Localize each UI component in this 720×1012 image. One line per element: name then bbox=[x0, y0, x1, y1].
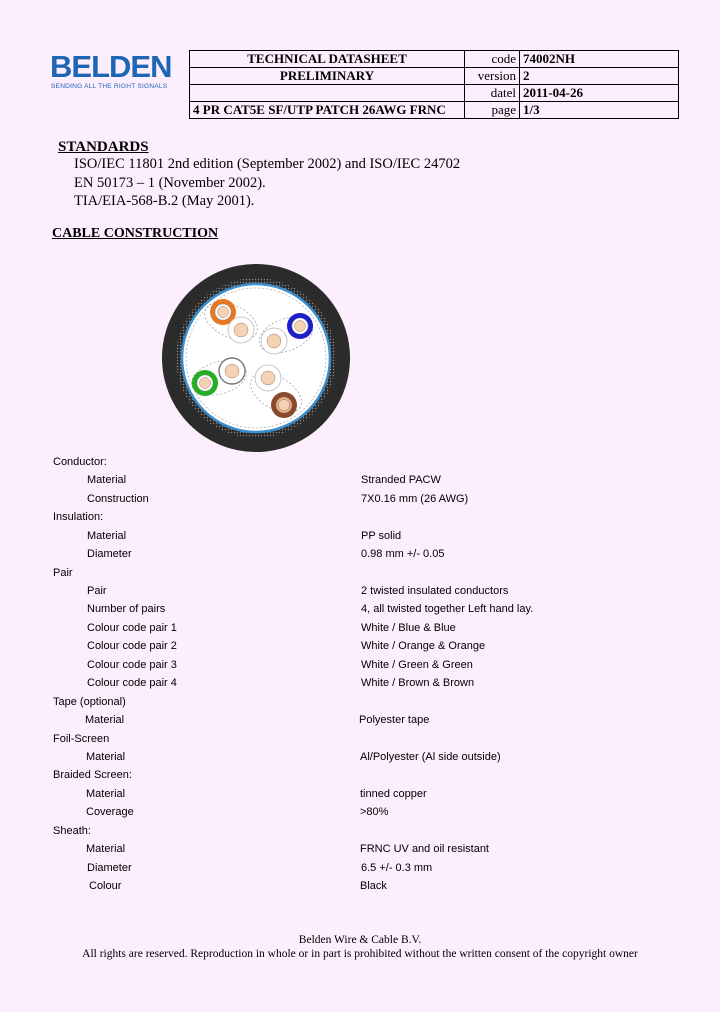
header-title bbox=[190, 85, 465, 102]
conductor-icon bbox=[234, 323, 248, 337]
spec-label: Pair bbox=[87, 585, 107, 597]
spec-value: Al/Polyester (Al side outside) bbox=[360, 751, 501, 763]
conductor-icon bbox=[295, 321, 306, 332]
spec-value: tinned copper bbox=[360, 788, 427, 800]
spec-value: Stranded PACW bbox=[361, 474, 441, 486]
spec-label: Material bbox=[86, 751, 126, 763]
spec-label: Colour code pair 3 bbox=[87, 659, 177, 671]
spec-label: Diameter bbox=[87, 862, 132, 874]
spec-value: 0.98 mm +/- 0.05 bbox=[361, 548, 445, 560]
spec-value: Polyester tape bbox=[359, 714, 430, 726]
spec-section-label: Insulation: bbox=[53, 511, 104, 523]
conductor-icon bbox=[267, 334, 281, 348]
spec-label: Colour code pair 2 bbox=[87, 640, 177, 652]
conductor-icon bbox=[225, 364, 239, 378]
logo-brand: BELDEN bbox=[50, 49, 172, 84]
conductor-icon bbox=[279, 400, 290, 411]
header-row bbox=[190, 68, 679, 85]
cable-cross-section-diagram bbox=[161, 263, 351, 453]
header-row bbox=[190, 51, 679, 68]
cable-construction-heading: CABLE CONSTRUCTION bbox=[52, 226, 219, 241]
spec-value: PP solid bbox=[361, 530, 402, 542]
header-row bbox=[190, 85, 679, 102]
header-row bbox=[190, 102, 679, 119]
spec-value: FRNC UV and oil resistant bbox=[360, 843, 489, 855]
header-key: code bbox=[465, 51, 520, 68]
spec-value: White / Brown & Brown bbox=[361, 677, 475, 689]
spec-value: White / Orange & Orange bbox=[361, 640, 486, 652]
spec-section-label: Braided Screen: bbox=[53, 769, 132, 781]
spec-value: White / Green & Green bbox=[361, 659, 473, 671]
spec-value: 2 twisted insulated conductors bbox=[361, 585, 509, 597]
spec-value: 6.5 +/- 0.3 mm bbox=[361, 862, 433, 874]
spec-label: Material bbox=[87, 474, 127, 486]
spec-label: Material bbox=[87, 530, 127, 542]
header-value: 1/3 bbox=[520, 102, 679, 119]
logo-tagline: SENDING ALL THE RIGHT SIGNALS bbox=[51, 83, 168, 90]
header-value: 2 bbox=[520, 68, 679, 85]
header-key: page bbox=[465, 102, 520, 119]
header-title: 4 PR CAT5E SF/UTP PATCH 26AWG FRNC bbox=[190, 102, 465, 119]
spec-label: Colour code pair 1 bbox=[87, 622, 177, 634]
standard-item: EN 50173 – 1 (November 2002). bbox=[74, 175, 266, 191]
header-title: PRELIMINARY bbox=[190, 68, 465, 85]
spec-section-label: Sheath: bbox=[53, 825, 91, 837]
spec-label: Colour code pair 4 bbox=[87, 677, 177, 689]
spec-label: Coverage bbox=[86, 806, 134, 818]
header-title: TECHNICAL DATASHEET bbox=[190, 51, 465, 68]
spec-label: Number of pairs bbox=[87, 603, 166, 615]
spec-label: Material bbox=[86, 843, 126, 855]
tape-ring bbox=[186, 288, 326, 428]
footer-company: Belden Wire & Cable B.V. bbox=[298, 934, 422, 946]
spec-section-label: Conductor: bbox=[53, 456, 107, 468]
conductor-icon bbox=[200, 378, 211, 389]
standard-item: TIA/EIA-568-B.2 (May 2001). bbox=[74, 193, 255, 209]
conductor-icon bbox=[218, 307, 229, 318]
spec-value: White / Blue & Blue bbox=[361, 622, 456, 634]
header-key: datel bbox=[465, 85, 520, 102]
spec-label: Colour bbox=[89, 880, 122, 892]
datasheet-header-table bbox=[189, 50, 679, 119]
spec-section-label: Tape (optional) bbox=[53, 696, 126, 708]
spec-value: 4, all twisted together Left hand lay. bbox=[361, 603, 534, 615]
conductor-icon bbox=[261, 371, 275, 385]
spec-label: Material bbox=[85, 714, 125, 726]
spec-value: >80% bbox=[360, 806, 389, 818]
spec-label: Material bbox=[86, 788, 126, 800]
footer-copyright: All rights are reserved. Reproduction in whole or in part is prohibited without the written consent of the copyright owner bbox=[82, 948, 638, 960]
spec-section-label: Pair bbox=[53, 567, 73, 579]
spec-section-label: Foil-Screen bbox=[53, 733, 110, 745]
standard-item: ISO/IEC 11801 2nd edition (September 2002) and ISO/IEC 24702 bbox=[74, 156, 461, 172]
spec-value: Black bbox=[360, 880, 387, 892]
spec-value: 7X0.16 mm (26 AWG) bbox=[361, 493, 469, 505]
spec-label: Diameter bbox=[87, 548, 132, 560]
header-value: 74002NH bbox=[520, 51, 679, 68]
belden-logo bbox=[50, 49, 184, 92]
header-value: 2011-04-26 bbox=[520, 85, 679, 102]
standards-heading: STANDARDS bbox=[58, 139, 149, 155]
header-key: version bbox=[465, 68, 520, 85]
spec-label: Construction bbox=[87, 493, 149, 505]
